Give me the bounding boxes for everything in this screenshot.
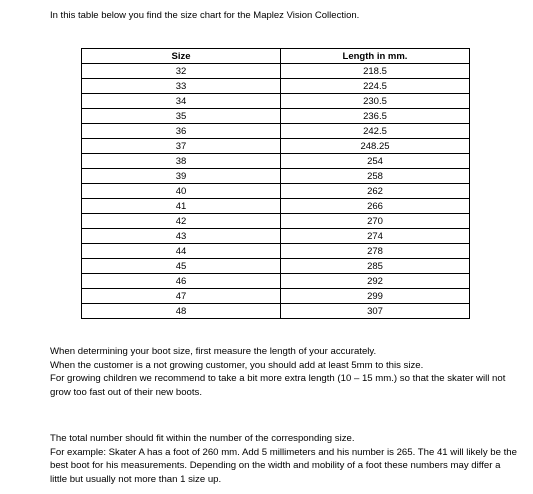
size-cell: 40 [82,184,281,199]
sizing-instructions-paragraph [50,345,520,399]
length-cell: 299 [281,289,470,304]
length-cell: 236.5 [281,109,470,124]
size-cell: 44 [82,244,281,259]
size-cell: 43 [82,229,281,244]
fit-rule-text: The total number should fit within the number of the corresponding size. [50,433,355,444]
table-row [82,289,470,304]
size-column-header: Size [82,49,281,64]
table-row [82,94,470,109]
example-paragraph [50,432,520,486]
table-row [82,304,470,319]
length-cell: 266 [281,199,470,214]
size-cell: 41 [82,199,281,214]
length-cell: 248.25 [281,139,470,154]
size-cell: 35 [82,109,281,124]
length-cell: 218.5 [281,64,470,79]
size-cell: 38 [82,154,281,169]
table-row [82,259,470,274]
size-cell: 37 [82,139,281,154]
length-cell: 274 [281,229,470,244]
table-row [82,79,470,94]
children-allowance-text: For growing children we recommend to take a bit more extra length (10 – 15 mm.) so that the skater will not grow too fast out of their new boots. [50,373,506,398]
adult-allowance-text: When the customer is a not growing customer, you should add at least 5mm to this size. [50,359,424,371]
size-cell: 48 [82,304,281,319]
length-cell: 258 [281,169,470,184]
length-cell: 307 [281,304,470,319]
size-cell: 39 [82,169,281,184]
table-row [82,229,470,244]
length-cell: 254 [281,154,470,169]
size-chart-table [81,48,470,319]
example-text: For example: Skater A has a foot of 260 mm. Add 5 millimeters and his number is 265. The 41 will likely be the best boot for his measurements. Depending on the width and mobility of a foot these numbers may differ a little but usually not more than 1 size up. [50,446,517,485]
length-cell: 292 [281,274,470,289]
length-cell: 230.5 [281,94,470,109]
length-cell: 270 [281,214,470,229]
length-cell: 242.5 [281,124,470,139]
table-row [82,199,470,214]
table-row [82,169,470,184]
table-row [82,274,470,289]
size-cell: 32 [82,64,281,79]
size-cell: 42 [82,214,281,229]
table-row [82,139,470,154]
length-cell: 278 [281,244,470,259]
table-header-row [82,49,470,64]
size-cell: 47 [82,289,281,304]
size-cell: 45 [82,259,281,274]
table-row [82,109,470,124]
length-cell: 224.5 [281,79,470,94]
length-cell: 262 [281,184,470,199]
size-cell: 33 [82,79,281,94]
size-cell: 34 [82,94,281,109]
table-row [82,184,470,199]
table-row [82,214,470,229]
intro-text: In this table below you find the size chart for the Maplez Vision Collection. [50,10,360,21]
measure-instruction-text: When determining your boot size, first measure the length of your accurately. [50,346,377,357]
length-column-header: Length in mm. [281,49,470,64]
length-cell: 285 [281,259,470,274]
size-cell: 36 [82,124,281,139]
table-row [82,124,470,139]
table-row [82,154,470,169]
table-row [82,244,470,259]
size-cell: 46 [82,274,281,289]
table-row [82,64,470,79]
